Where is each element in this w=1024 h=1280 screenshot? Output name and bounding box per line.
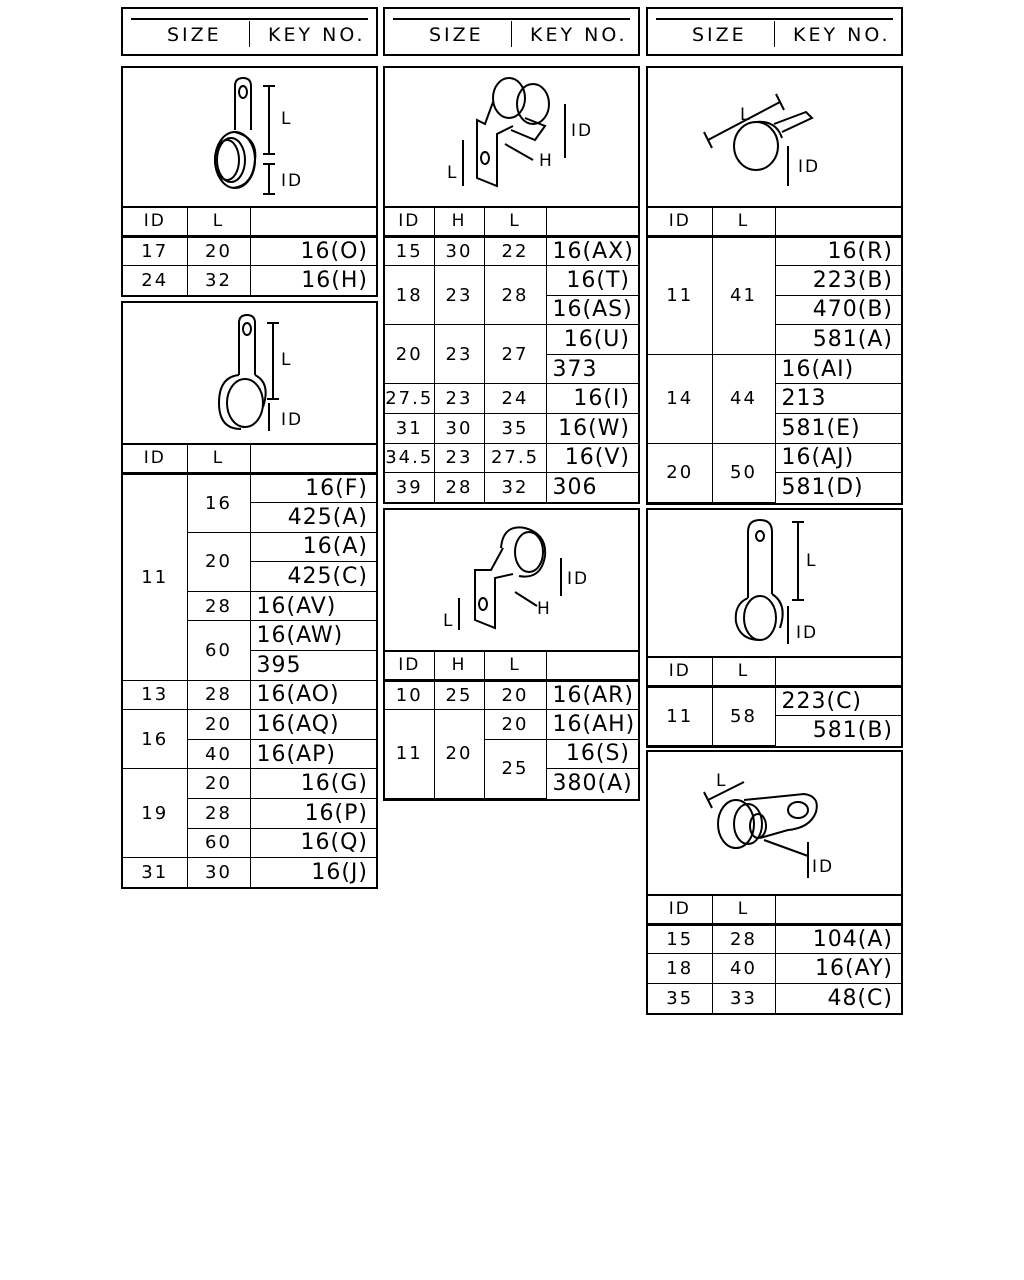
svg-text:L: L xyxy=(443,611,455,631)
table-row: 11 16 16(F) xyxy=(123,473,376,503)
table-row: 213 xyxy=(648,384,901,414)
table-row: 223(B) xyxy=(648,266,901,296)
svg-text:L: L xyxy=(716,771,728,791)
clip-illustration xyxy=(385,68,638,208)
table-row: 28 16(AV) xyxy=(123,591,376,621)
clip-illustration xyxy=(648,752,901,896)
long-tab-clip-icon xyxy=(648,510,901,656)
table-row: 16(AS) xyxy=(385,295,638,325)
size-key-header xyxy=(121,7,378,56)
size-table: ID H L 15 30 22 16(AX) 18 23 28 16(T) 16(AS) 20 23 27 16(U) 373 27.5 23 24 16(I) 31 30 35 16(W) 34.5 23 27.5 16(V) 39 28 32 306 xyxy=(385,208,638,502)
dim-l: L xyxy=(281,109,293,129)
svg-text:ID: ID xyxy=(571,121,594,141)
table-row: 18 40 16(AY) xyxy=(648,954,901,984)
table-row: 25 16(S) xyxy=(385,739,638,769)
clip-illustration xyxy=(648,68,901,208)
table-row: 20 50 16(AJ) xyxy=(648,443,901,473)
size-table: ID H L 10 25 20 16(AR) 11 20 20 16(AH) 25 16(S) 380(A) xyxy=(385,652,638,799)
table-row: 581(B) xyxy=(648,716,901,746)
size-table: ID L 11 16 16(F) 425(A) 20 16(A) 425(C) 28 16(AV) 60 16(AW) 395 13 28 16(AO) 16 20 16(AQ) 40 16(AP) 19 20 16(G) 28 16(P) 60 16(Q) 31 30 16(J) xyxy=(123,445,376,887)
table-row: 425(A) xyxy=(123,503,376,533)
cushion-clip-icon xyxy=(648,752,901,894)
dim-id: ID xyxy=(281,171,304,191)
table-row: 18 23 28 16(T) xyxy=(385,266,638,296)
key-number: 16(O) xyxy=(250,236,376,266)
size-table: ID L 11 58 223(C) 581(B) xyxy=(648,658,901,746)
bracket-clip-icon xyxy=(385,68,638,206)
table-row: 10 25 20 16(AR) xyxy=(385,680,638,710)
table-row: 15 30 22 16(AX) xyxy=(385,236,638,266)
table-row: 20 23 27 16(U) xyxy=(385,325,638,355)
table-row: 24 32 16(H) xyxy=(123,266,376,296)
table-row: 380(A) xyxy=(385,769,638,799)
column-1 xyxy=(121,7,378,886)
size-key-header: SIZE KEY NO. xyxy=(383,7,640,56)
clip-illustration xyxy=(385,510,638,652)
clip-block-cushion xyxy=(646,750,903,1015)
svg-text:L: L xyxy=(447,163,459,183)
table-row: 31 30 16(J) xyxy=(123,858,376,888)
clip-block-offset xyxy=(383,508,640,801)
svg-text:ID: ID xyxy=(812,857,835,877)
table-row: 34.5 23 27.5 16(V) xyxy=(385,443,638,473)
table-row: 28 16(P) xyxy=(123,799,376,829)
dim-id: ID xyxy=(281,410,304,430)
table-row: 39 28 32 306 xyxy=(385,473,638,503)
table-row: 581(D) xyxy=(648,473,901,503)
key-number: 16(H) xyxy=(250,266,376,296)
svg-text:ID: ID xyxy=(796,623,819,643)
table-row: 425(C) xyxy=(123,562,376,592)
clip-illustration xyxy=(648,510,901,658)
table-row: 31 30 35 16(W) xyxy=(385,414,638,444)
table-row: 35 33 48(C) xyxy=(648,983,901,1013)
column-3 xyxy=(646,7,903,1011)
table-row: 13 28 16(AO) xyxy=(123,680,376,710)
table-row: 581(E) xyxy=(648,414,901,444)
offset-clip-icon xyxy=(385,510,638,650)
table-row: 15 28 104(A) xyxy=(648,924,901,954)
dim-l: L xyxy=(281,350,293,370)
table-row: 60 16(Q) xyxy=(123,828,376,858)
table-row: 470(B) xyxy=(648,295,901,325)
svg-text:H: H xyxy=(537,599,552,619)
table-row: 14 44 16(AI) xyxy=(648,354,901,384)
svg-text:L: L xyxy=(740,105,752,125)
clip-block-bracket xyxy=(383,66,640,504)
clip-block-coil xyxy=(121,66,378,297)
col-l: L xyxy=(187,208,250,236)
table-row: 395 xyxy=(123,651,376,681)
table-row: 11 41 16(R) xyxy=(648,236,901,266)
clip-illustration xyxy=(123,68,376,208)
size-key-header: SIZE KEY NO. xyxy=(646,7,903,56)
size-table: ID L 15 28 104(A) 18 40 16(AY) 35 33 48(C) xyxy=(648,896,901,1013)
clip-block-plain xyxy=(121,301,378,889)
column-2 xyxy=(383,7,640,797)
coil-clip-icon xyxy=(123,68,376,206)
clip-block-long-tab xyxy=(646,508,903,748)
svg-text:ID: ID xyxy=(567,569,590,589)
table-row: 11 58 223(C) xyxy=(648,686,901,716)
clip-illustration xyxy=(123,303,376,445)
table-row: 581(A) xyxy=(648,325,901,355)
svg-text:L: L xyxy=(806,551,818,571)
table-row: 27.5 23 24 16(I) xyxy=(385,384,638,414)
table-row: 373 xyxy=(385,354,638,384)
clip-block-band xyxy=(646,66,903,505)
size-label: SIZE xyxy=(167,24,222,46)
table-row: 11 20 20 16(AH) xyxy=(385,710,638,740)
key-no-label: KEY NO. xyxy=(268,24,366,46)
table-row: 40 16(AP) xyxy=(123,739,376,769)
table-row: 19 20 16(G) xyxy=(123,769,376,799)
table-row: 17 20 16(O) xyxy=(123,236,376,266)
col-id: ID xyxy=(123,208,187,236)
table-row: 20 16(A) xyxy=(123,532,376,562)
svg-text:ID: ID xyxy=(798,157,821,177)
p-clip-icon xyxy=(123,303,376,443)
table-row: 60 16(AW) xyxy=(123,621,376,651)
band-clip-icon xyxy=(648,68,901,206)
size-table: ID L 11 41 16(R) 223(B) 470(B) 581(A) 14 44 16(AI) 213 581(E) 20 50 16(AJ) 581(D) xyxy=(648,208,901,503)
size-table xyxy=(123,208,376,295)
svg-text:H: H xyxy=(539,151,554,171)
table-row: 16 20 16(AQ) xyxy=(123,710,376,740)
